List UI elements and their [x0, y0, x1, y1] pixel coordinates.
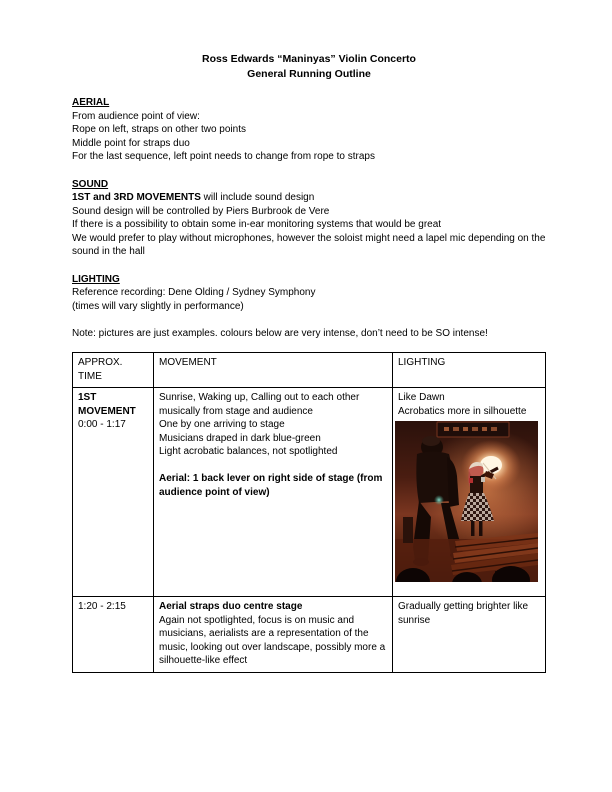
sound-line-bold: 1ST and 3RD MOVEMENTS — [72, 192, 201, 203]
document-title — [72, 52, 546, 82]
cell-lighting-1 — [393, 388, 546, 597]
aerial-line: From audience point of view: — [72, 110, 200, 122]
stage-performance-photo — [395, 421, 538, 582]
aerial-line: Middle point for straps duo — [72, 137, 190, 149]
table-row — [73, 388, 546, 597]
lighting-line: Reference recording: Dene Olding / Sydney Symphony — [72, 287, 316, 298]
time-range: 0:00 - 1:17 — [78, 419, 126, 430]
movement-line: Musicians draped in dark blue-green — [159, 432, 321, 444]
header-approx-time: APPROX. TIME — [73, 353, 154, 388]
table-header-row — [73, 353, 546, 388]
section-sound — [72, 178, 546, 259]
movement-aerial-note: Aerial straps duo centre stage — [159, 601, 303, 612]
cell-lighting-2 — [393, 597, 546, 673]
table-row — [73, 597, 546, 673]
lighting-text: Gradually getting brighter like sunrise — [398, 601, 529, 626]
cell-time-2 — [73, 597, 154, 673]
sound-line-rest: will include sound design — [200, 192, 315, 203]
lighting-line: Acrobatics more in silhouette — [398, 405, 527, 417]
header-lighting: LIGHTING — [393, 353, 546, 388]
running-outline-table — [72, 352, 546, 673]
cell-movement-1 — [154, 388, 393, 597]
blank-line — [159, 459, 386, 473]
stage-sign — [437, 422, 509, 437]
movement-line: Sunrise, Waking up, Calling out to each other musically from stage and audience — [159, 392, 360, 417]
section-lighting — [72, 273, 546, 314]
time-range: 1:20 - 2:15 — [78, 601, 126, 612]
aerial-line: Rope on left, straps on other two points — [72, 124, 246, 135]
sound-heading: SOUND — [72, 178, 109, 190]
time-movement-label: 1ST MOVEMENT — [78, 392, 136, 417]
movement-aerial-note: Aerial: 1 back lever on right side of stage (from audience point of view) — [159, 473, 383, 498]
lighting-line: (times will vary slightly in performance) — [72, 300, 244, 312]
movement-line: One by one arriving to stage — [159, 419, 285, 430]
title-line-1: Ross Edwards “Maninyas” Violin Concerto — [202, 53, 416, 65]
section-aerial — [72, 96, 546, 164]
lighting-heading: LIGHTING — [72, 273, 120, 285]
aerial-line: For the last sequence, left point needs to change from rope to straps — [72, 151, 375, 162]
note-line: Note: pictures are just examples. colours below are very intense, don’t need to be SO intense! — [72, 327, 488, 339]
lighting-line: Like Dawn — [398, 392, 445, 403]
sound-line: Sound design will be controlled by Piers Burbrook de Vere — [72, 205, 330, 217]
cell-time-1 — [73, 388, 154, 597]
teal-light-spot — [434, 495, 444, 505]
header-movement: MOVEMENT — [154, 353, 393, 388]
sound-line: We would prefer to play without microphones, however the soloist might need a lapel mic depending on the sound in the hall — [72, 232, 546, 257]
title-line-2: General Running Outline — [247, 68, 371, 80]
movement-line: Light acrobatic balances, not spotlighted — [159, 446, 338, 457]
movement-text: Again not spotlighted, focus is on music and musicians, aerialists are a representation of the music, looking out over landscape, possibly more a silhouette-like effect — [159, 614, 386, 666]
aerial-heading: AERIAL — [72, 97, 110, 108]
cell-movement-2 — [154, 597, 393, 673]
sound-line: If there is a possibility to obtain some in-ear monitoring systems that would be great — [72, 219, 442, 230]
sound-line — [72, 191, 546, 205]
